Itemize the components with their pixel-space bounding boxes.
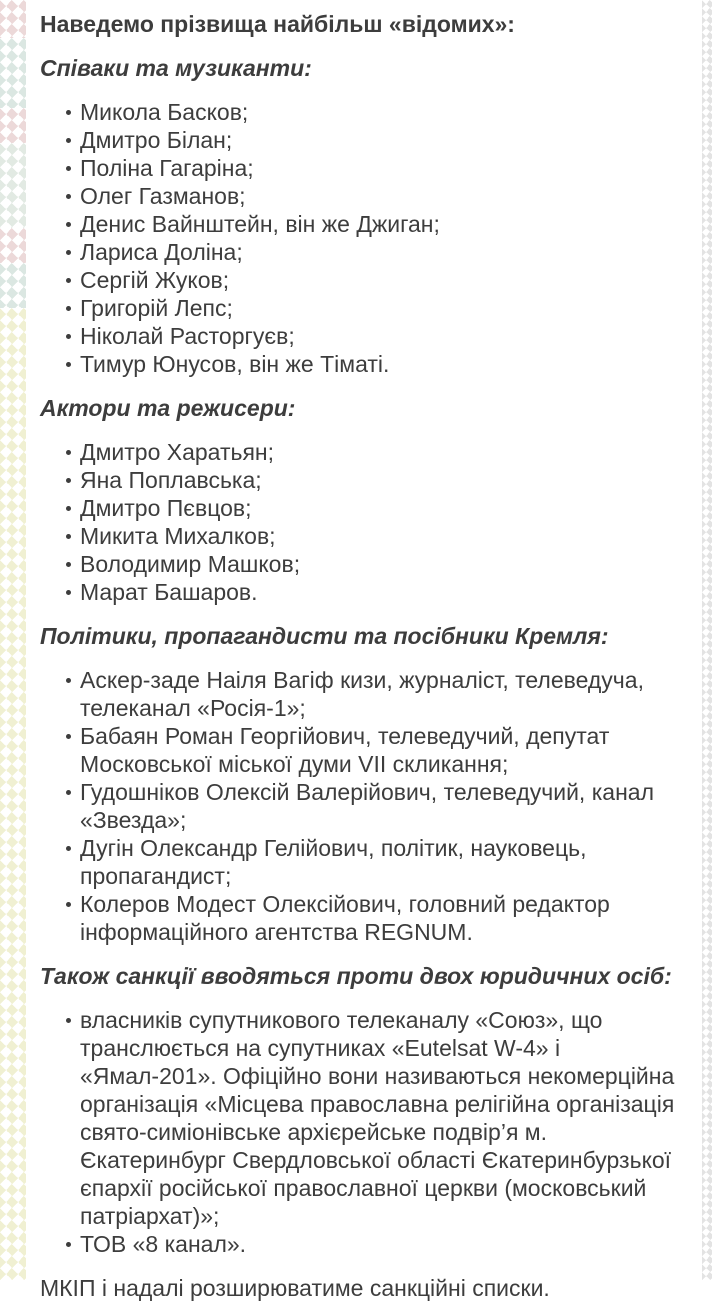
list-item: Микола Басков;: [40, 98, 688, 126]
name-list-actors: [40, 438, 688, 606]
list-item: Дмитро Харатьян;: [40, 438, 688, 466]
border-segment: [0, 263, 26, 308]
section-heading-actors: Актори та режисери:: [40, 395, 296, 421]
list-item: Дмитро Пєвцов;: [40, 494, 688, 522]
list-item: Аскер-заде Наіля Вагіф кизи, журналіст, телеведуча, телеканал «Росія-1»;: [40, 666, 688, 722]
border-segment: [0, 0, 26, 38]
article-content: [26, 0, 702, 1301]
list-item: Дугін Олександр Гелійович, політик, науковець, пропагандист;: [40, 834, 688, 890]
list-item: Сергій Жуков;: [40, 266, 688, 294]
name-list-legal-entities: [40, 1006, 688, 1258]
list-item: Гудошніков Олексій Валерійович, телеведучий, канал «Звезда»;: [40, 778, 688, 834]
section-heading-singers: Співаки та музиканти:: [40, 55, 312, 81]
list-item: Ніколай Расторгуєв;: [40, 322, 688, 350]
list-item: власників супутникового телеканалу «Союз», що транслюється на супутниках «Eutelsat W-4» і «Ямал-201». Офіційно вони називаються некомерційна організація «Місцева православна релігійна організація свято-симіонівське архієрейське подвір’я м. Єкатеринбург Свердловської області Єкатеринбурзької єпархії російської православної церкви (московський патріархат)»;: [40, 1006, 688, 1230]
list-item: Володимир Машков;: [40, 550, 688, 578]
list-item: Дмитро Білан;: [40, 126, 688, 154]
list-item: ТОВ «8 канал».: [40, 1230, 688, 1258]
border-segment: [0, 308, 26, 1280]
intro-heading: Наведемо прізвища найбільш «відомих»:: [40, 11, 515, 37]
section-heading-legal-entities: Також санкції вводяться проти двох юридичних осіб:: [40, 963, 672, 989]
list-item: Бабаян Роман Георгійович, телеведучий, депутат Московської міської думи VII скликання;: [40, 722, 688, 778]
list-item: Колеров Модест Олексійович, головний редактор інформаційного агентства REGNUM.: [40, 890, 688, 946]
list-item: Денис Вайнштейн, він же Джиган;: [40, 210, 688, 238]
closing-paragraph: МКІП і надалі розширюватиме санкційні списки.: [40, 1275, 550, 1301]
list-item: Поліна Гагаріна;: [40, 154, 688, 182]
left-decorative-border: [0, 0, 26, 1280]
name-list-singers: [40, 98, 688, 378]
right-decorative-border: [702, 0, 712, 1280]
list-item: Олег Газманов;: [40, 182, 688, 210]
list-item: Яна Поплавська;: [40, 466, 688, 494]
border-segment: [0, 108, 26, 143]
list-item: Микита Михалков;: [40, 522, 688, 550]
section-heading-politicians: Політики, пропагандисти та посібники Кремля:: [40, 623, 609, 649]
list-item: Григорій Лепс;: [40, 294, 688, 322]
name-list-politicians: [40, 666, 688, 946]
list-item: Лариса Доліна;: [40, 238, 688, 266]
list-item: Марат Башаров.: [40, 578, 688, 606]
list-item: Тимур Юнусов, він же Тіматі.: [40, 350, 688, 378]
border-segment: [0, 143, 26, 228]
border-segment: [0, 228, 26, 263]
border-segment: [0, 38, 26, 108]
